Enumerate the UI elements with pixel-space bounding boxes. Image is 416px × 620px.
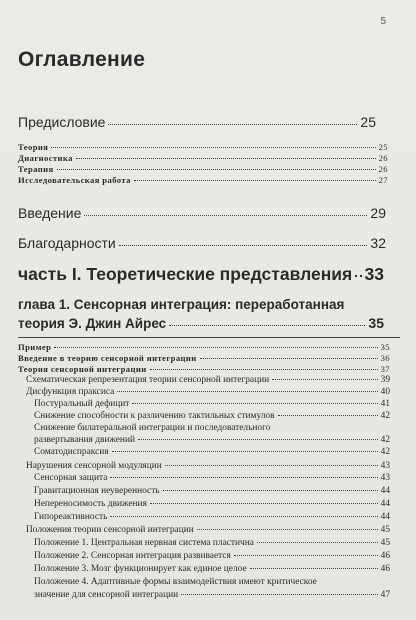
toc-entry-page: 42 — [380, 447, 390, 457]
toc-entry[interactable] — [34, 435, 390, 445]
toc-entry[interactable] — [34, 551, 390, 561]
dot-leader — [165, 465, 378, 466]
toc-entry-label: Введение в теорию сенсорной интеграции — [18, 353, 197, 363]
toc-entry-label: Соматодиспраксия — [34, 447, 109, 457]
dot-leader — [112, 451, 378, 452]
toc-entry-page: 44 — [380, 499, 390, 509]
toc-entry[interactable] — [26, 461, 390, 471]
toc-entry[interactable] — [34, 590, 390, 600]
toc-chapter[interactable] — [18, 315, 384, 331]
toc-entry-page: 44 — [380, 486, 390, 496]
dot-leader — [117, 391, 377, 392]
dot-leader — [110, 477, 377, 478]
dot-leader — [200, 358, 378, 359]
toc-entry-label: Сенсорная защита — [34, 473, 108, 483]
toc-entry-label: Постуральный дефицит — [34, 399, 130, 409]
toc-entry-label: Непереносимость движения — [34, 499, 147, 509]
toc-entry[interactable] — [34, 538, 390, 548]
toc-entry[interactable] — [18, 175, 388, 185]
toc-entry[interactable] — [18, 142, 388, 152]
dot-leader — [51, 147, 375, 148]
toc-entry-label: Терапия — [18, 164, 54, 174]
toc-entry-label: Положение 2. Сенсорная интеграция развивается — [34, 551, 231, 561]
toc-entry-page: 25 — [378, 142, 388, 152]
toc-entry-label: Исследовательская работа — [18, 175, 131, 185]
toc-entry-page: 29 — [370, 205, 386, 221]
chapter-divider — [18, 337, 400, 338]
toc-entry-page: 43 — [380, 473, 390, 483]
toc-entry-label: Предисловие — [18, 114, 106, 130]
toc-entry-page: 45 — [380, 538, 390, 548]
toc-chapter-page: 35 — [368, 315, 384, 331]
toc-entry-page: 35 — [380, 342, 390, 352]
toc-entry-page: 46 — [380, 551, 390, 561]
toc-entry-label: Снижение способности к различению тактильных стимулов — [34, 411, 275, 421]
toc-entry[interactable] — [26, 375, 390, 385]
toc-entry-page: 47 — [380, 590, 390, 600]
toc-entry[interactable] — [34, 447, 390, 457]
toc-entry-page: 26 — [378, 153, 388, 163]
toc-entry-page: 46 — [380, 564, 390, 574]
toc-entry-label: Диагностика — [18, 153, 73, 163]
toc-chapter[interactable] — [18, 297, 384, 312]
toc-entry[interactable] — [34, 577, 390, 587]
toc-entry[interactable] — [34, 486, 390, 496]
toc-entry-label: Теория сенсорной интеграции — [18, 364, 147, 374]
toc-entry-page: 37 — [380, 364, 390, 374]
toc-entry[interactable] — [34, 564, 390, 574]
toc-entry[interactable] — [26, 525, 390, 535]
toc-entry[interactable] — [18, 205, 386, 221]
toc-entry[interactable] — [18, 153, 388, 163]
dot-leader — [181, 594, 378, 595]
dot-leader — [278, 415, 378, 416]
toc-entry[interactable] — [18, 364, 390, 374]
toc-entry-label: Нарушения сенсорной модуляции — [26, 461, 162, 471]
toc-part-label: часть I. Теоретические представления — [18, 264, 353, 284]
toc-entry-page: 42 — [380, 435, 390, 445]
dot-leader — [134, 180, 376, 181]
dot-leader — [197, 529, 378, 530]
dot-leader — [355, 275, 361, 277]
toc-entry-label: значение для сенсорной интеграции — [34, 590, 179, 600]
dot-leader — [150, 503, 378, 504]
toc-entry-page: 41 — [380, 399, 390, 409]
toc-entry-page: 44 — [380, 512, 390, 522]
toc-entry-page: 27 — [378, 175, 388, 185]
toc-entry-page: 45 — [380, 525, 390, 535]
dot-leader — [108, 124, 357, 125]
toc-chapter-line2: теория Э. Джин Айрес — [18, 316, 167, 331]
toc-entry-page: 26 — [378, 164, 388, 174]
toc-entry[interactable] — [18, 164, 388, 174]
toc-entry[interactable] — [18, 342, 390, 352]
toc-entry-label: Положения теории сенсорной интеграции — [26, 525, 194, 535]
toc-entry-page: 42 — [380, 411, 390, 421]
dot-leader — [234, 555, 378, 556]
toc-entry[interactable] — [18, 353, 390, 363]
toc-entry-page: 40 — [380, 387, 390, 397]
dot-leader — [250, 568, 378, 569]
toc-entry[interactable] — [18, 235, 386, 251]
toc-entry-label: Положение 3. Мозг функционирует как единое целое — [34, 564, 247, 574]
toc-entry-label: Благодарности — [18, 235, 116, 251]
toc-entry[interactable] — [34, 411, 390, 421]
toc-entry-label: Положение 1. Центральная нервная система пластична — [34, 538, 254, 548]
toc-entry[interactable] — [18, 114, 376, 130]
toc-entry-page: 25 — [360, 114, 376, 130]
dot-leader — [132, 403, 377, 404]
toc-entry-page: 39 — [380, 375, 390, 385]
dot-leader — [150, 369, 378, 370]
toc-entry-label: Пример — [18, 342, 52, 352]
dot-leader — [163, 490, 378, 491]
toc-entry-label: Снижение билатеральной интеграции и последовательного — [34, 423, 271, 433]
toc-entry[interactable] — [34, 473, 390, 483]
dot-leader — [257, 542, 378, 543]
toc-entry-label: Введение — [18, 205, 82, 221]
toc-entry-page: 43 — [380, 461, 390, 471]
toc-part[interactable] — [18, 264, 384, 285]
page-number: 5 — [380, 16, 386, 27]
toc-entry-label: Гипореактивность — [34, 512, 108, 522]
dot-leader — [272, 379, 377, 380]
toc-entry-label: развертывания движений — [34, 435, 135, 445]
dot-leader — [54, 347, 377, 348]
toc-entry-label: Гравитационная неуверенность — [34, 486, 160, 496]
toc-entry[interactable] — [34, 399, 390, 409]
toc-entry-page: 36 — [380, 353, 390, 363]
toc-entry-label: Теория — [18, 142, 49, 152]
toc-part-page: 33 — [364, 264, 384, 284]
toc-entry-label: Положение 4. Адаптивные формы взаимодействия имеют критическое — [34, 577, 317, 587]
dot-leader — [76, 158, 376, 159]
toc-entry[interactable] — [34, 512, 390, 522]
dot-leader — [84, 215, 367, 216]
toc-entry[interactable] — [34, 499, 390, 509]
dot-leader — [138, 439, 378, 440]
toc-entry-label: Дисфункция праксиса — [26, 387, 115, 397]
toc-entry[interactable] — [34, 423, 390, 433]
toc-entry[interactable] — [26, 387, 390, 397]
dot-leader — [57, 169, 376, 170]
toc-entry-label: Схематическая репрезентация теории сенсорной интеграции — [26, 375, 270, 385]
toc-entry-page: 32 — [370, 235, 386, 251]
toc-chapter-line1: глава 1. Сенсорная интеграция: переработанная — [18, 297, 345, 312]
dot-leader — [119, 245, 368, 246]
dot-leader — [169, 325, 365, 326]
dot-leader — [110, 516, 377, 517]
page-title: Оглавление — [18, 48, 146, 71]
